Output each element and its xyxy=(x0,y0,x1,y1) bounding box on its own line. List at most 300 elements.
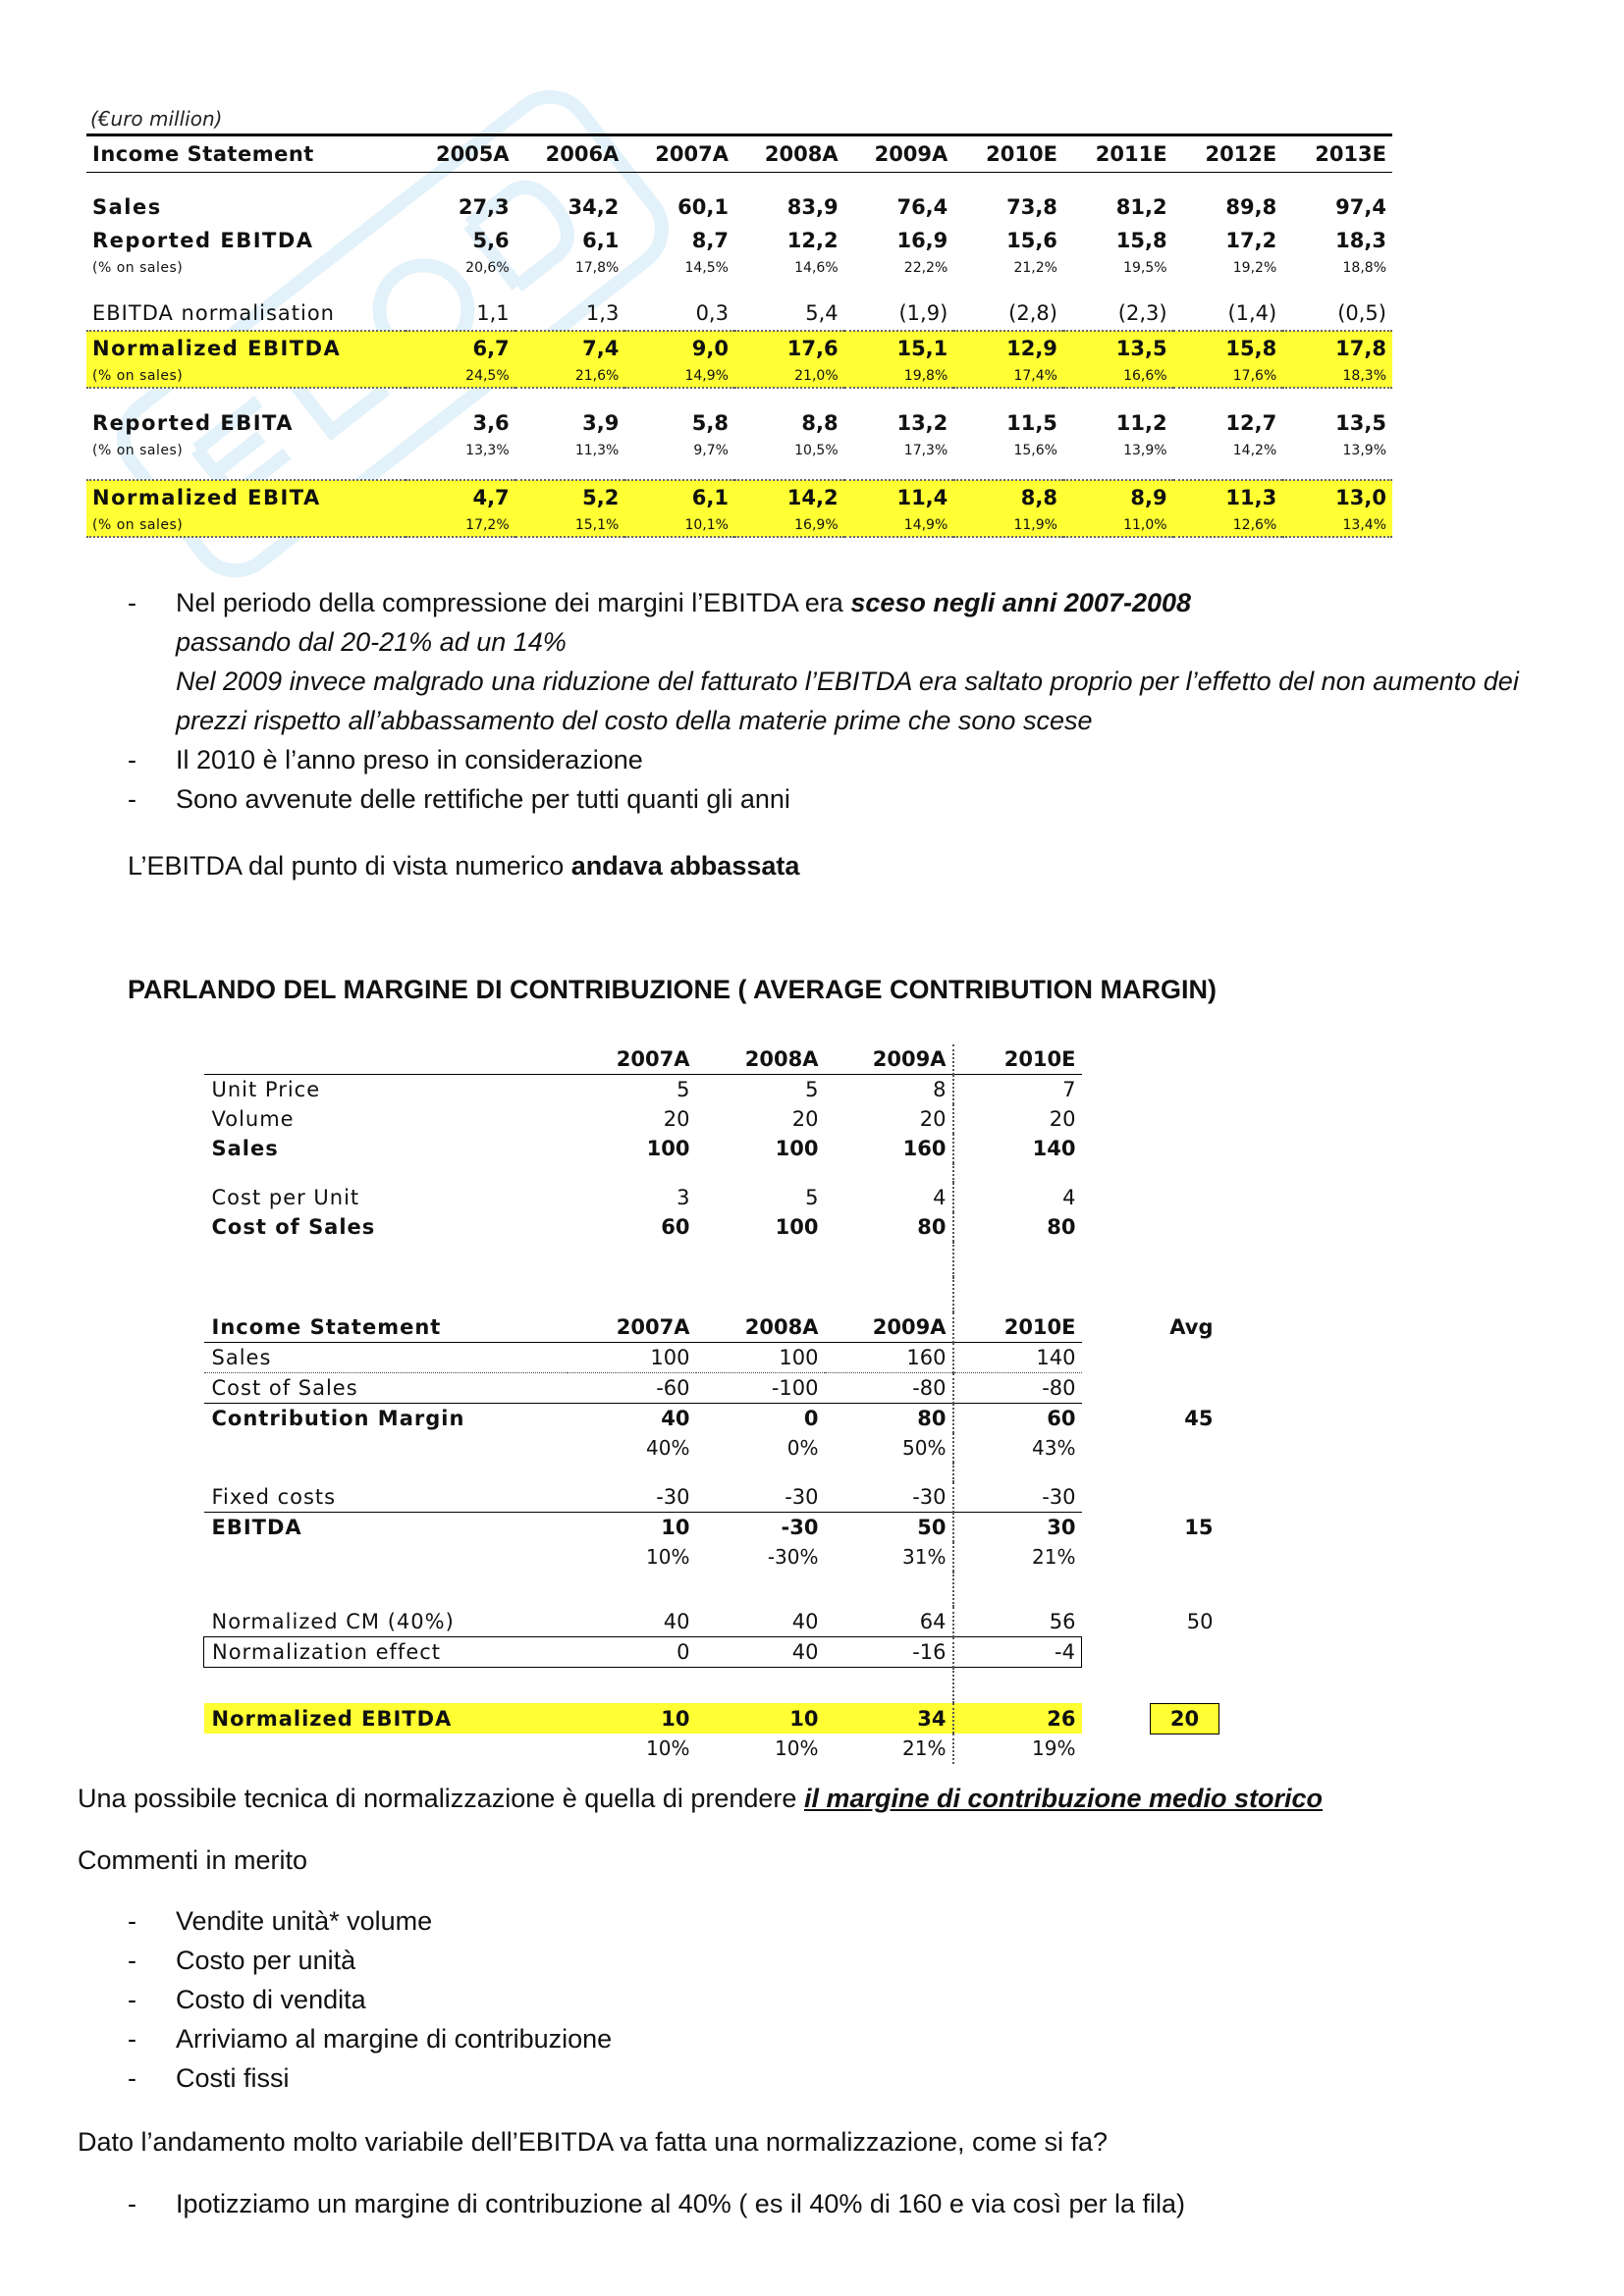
table-cell: 20,6% xyxy=(465,260,510,276)
row-label: Normalized CM (40%) xyxy=(211,1610,455,1633)
table-cell: 8,9 xyxy=(1063,480,1173,514)
table-cell: 19% xyxy=(1032,1736,1076,1761)
spacer-cell xyxy=(1082,1433,1151,1463)
table-cell: 14,9% xyxy=(624,365,734,388)
row-label xyxy=(204,1734,568,1764)
spacer-cell xyxy=(1082,1637,1151,1668)
table-cell: 64 xyxy=(825,1607,953,1637)
row-label: Contribution Margin xyxy=(211,1407,465,1430)
table-cell: 60,1 xyxy=(677,195,729,219)
table-cell: 8,8 xyxy=(801,411,839,435)
bullet-text: Costi fissi xyxy=(176,2063,290,2093)
table-header-row xyxy=(86,135,1392,173)
table-cell: 50% xyxy=(825,1433,953,1463)
table-cell: 140 xyxy=(1032,1137,1076,1160)
table-cell: 2009A xyxy=(825,1312,953,1343)
bullet-text: passando dal 20-21% ad un 14% xyxy=(176,627,567,657)
spacer-cell xyxy=(1151,1542,1219,1572)
bullet-text: Nel 2009 invece malgrado una riduzione del fatturato l’EBITDA era saltato proprio per l’effetto del non aumento dei prezzi rispetto all’abbassamento del costo della materie prime che sono scese xyxy=(176,667,1519,735)
table-cell: -16 xyxy=(825,1637,953,1668)
table-row xyxy=(204,1542,1219,1572)
table-cell: 140 xyxy=(953,1343,1082,1373)
table-cell: 19,5% xyxy=(1123,260,1167,276)
list-item xyxy=(128,1980,1502,2019)
row-label: Sales xyxy=(92,195,162,219)
row-label: (% on sales) xyxy=(86,514,406,537)
table-cell: 10 xyxy=(661,1516,690,1539)
table-cell: (0,5) xyxy=(1337,301,1386,325)
table-row xyxy=(204,1482,1219,1513)
row-label: Reported EBITDA xyxy=(92,229,314,252)
spacer-cell xyxy=(1082,1134,1151,1163)
table-cell: 80 xyxy=(825,1212,953,1242)
table-cell: 60 xyxy=(1047,1407,1076,1430)
table-row xyxy=(204,1343,1219,1373)
table-cell: 17,4% xyxy=(953,365,1063,388)
paragraph-emphasis: andava abbassata xyxy=(570,851,800,881)
bullet-text: Costo di vendita xyxy=(176,1985,366,2014)
table-row xyxy=(86,365,1392,388)
bullet-list-2 xyxy=(128,1901,1502,2103)
contribution-margin-table xyxy=(203,1044,1219,1764)
table-cell: 16,9% xyxy=(734,514,844,537)
table-cell: (2,8) xyxy=(1008,301,1057,325)
table-row xyxy=(204,1433,1219,1463)
table-cell: 9,0 xyxy=(624,331,734,365)
table-row xyxy=(86,406,1392,440)
table-cell: 14,6% xyxy=(794,260,839,276)
table-row xyxy=(204,1075,1219,1105)
table-cell: 160 xyxy=(825,1343,953,1373)
paragraph: Dato l’andamento molto variabile dell’EBITDA va fatta una normalizzazione, come si fa? xyxy=(78,2127,1109,2157)
table-cell: 21,6% xyxy=(515,365,625,388)
table-cell: 11,3% xyxy=(574,443,620,458)
section-heading: PARLANDO DEL MARGINE DI CONTRIBUZIONE ( AVERAGE CONTRIBUTION MARGIN) xyxy=(128,975,1217,1004)
row-label xyxy=(204,1542,568,1572)
table-cell: -4 xyxy=(953,1637,1082,1668)
table-cell: 21% xyxy=(1032,1545,1076,1569)
row-label: Income Statement xyxy=(204,1312,568,1343)
bullet-text: Il 2010 è l’anno preso in considerazione xyxy=(176,745,643,774)
table-row xyxy=(204,1703,1219,1734)
table-row xyxy=(204,1134,1219,1163)
header-cell: 2009A xyxy=(844,135,954,173)
table-cell: 13,2 xyxy=(896,411,948,435)
table-cell: 17,2 xyxy=(1225,229,1277,252)
table-cell: 56 xyxy=(1049,1610,1076,1633)
list-item xyxy=(128,1941,1502,1980)
bullet-dash: - xyxy=(128,588,136,617)
table-row xyxy=(204,1607,1219,1637)
table-cell: 7 xyxy=(1062,1078,1076,1101)
spacer-cell xyxy=(1082,1734,1151,1764)
table-cell: 2007A xyxy=(568,1312,696,1343)
table-row xyxy=(86,190,1392,224)
header-cell: 2011E xyxy=(1063,135,1173,173)
row-label: Normalized EBITA xyxy=(86,480,406,514)
table-cell: 80 xyxy=(825,1404,953,1434)
table-cell: 10,5% xyxy=(794,443,839,458)
bullet-dash: - xyxy=(128,784,136,814)
row-label: Fixed costs xyxy=(204,1482,568,1513)
table-cell: 10 xyxy=(696,1703,825,1734)
table-row xyxy=(86,331,1392,365)
spacer-cell xyxy=(1082,1075,1151,1105)
table-cell: -30 xyxy=(696,1482,825,1513)
bullet-text: Ipotizziamo un margine di contribuzione al 40% ( es il 40% di 160 e via così per la fila) xyxy=(176,2189,1186,2218)
table-cell: 13,4% xyxy=(1282,514,1392,537)
spacer-cell xyxy=(1151,1373,1219,1404)
table-cell: 21,2% xyxy=(1013,260,1057,276)
table-cell: 3 xyxy=(677,1186,690,1209)
table-cell: 5,6 xyxy=(472,229,510,252)
bullet-list-3 xyxy=(128,2184,1502,2223)
table-cell: -30 xyxy=(825,1482,953,1513)
table-row xyxy=(204,1212,1219,1242)
avg-cell: 45 xyxy=(1184,1406,1214,1430)
table-cell: 73,8 xyxy=(1006,195,1057,219)
bullet-dash: - xyxy=(128,1906,136,1936)
table-unit: (€uro million) xyxy=(90,107,223,131)
header-row xyxy=(204,1312,1219,1343)
table-cell: 0% xyxy=(786,1436,819,1460)
table-cell: 34,2 xyxy=(568,195,620,219)
table-cell: 14,2% xyxy=(1232,443,1277,458)
table-cell: 12,2 xyxy=(786,229,839,252)
spacer-cell xyxy=(1151,1183,1219,1212)
spacer-cell xyxy=(1151,1734,1219,1764)
table-cell: 16,6% xyxy=(1063,365,1173,388)
table-cell: 40 xyxy=(791,1610,819,1633)
table-row xyxy=(204,1637,1219,1668)
table-cell: 18,3 xyxy=(1335,229,1386,252)
table-cell: 13,3% xyxy=(465,443,510,458)
avg-cell: 20 xyxy=(1151,1703,1219,1734)
table-cell: 43% xyxy=(1032,1436,1076,1460)
table-cell: 31% xyxy=(825,1542,953,1572)
row-label: Volume xyxy=(211,1107,295,1131)
table-cell: 50 xyxy=(825,1513,953,1543)
table-cell: -30 xyxy=(953,1482,1082,1513)
table-cell: 0 xyxy=(803,1407,819,1430)
row-label: Cost of Sales xyxy=(211,1215,376,1239)
table-cell: 5 xyxy=(677,1078,690,1101)
spacer-cell xyxy=(1082,1183,1151,1212)
paragraph-text: Una possibile tecnica di normalizzazione è quella di prendere xyxy=(78,1784,804,1813)
avg-cell: 50 xyxy=(1186,1610,1214,1634)
table-cell: 7,4 xyxy=(515,331,625,365)
spacer-cell xyxy=(1151,1075,1219,1105)
list-item xyxy=(128,779,1600,819)
table-cell: 81,2 xyxy=(1115,195,1167,219)
table-cell: 5,2 xyxy=(515,480,625,514)
table-cell: 6,1 xyxy=(624,480,734,514)
bullet-text: Nel periodo della compressione dei margini l’EBITDA era xyxy=(176,588,851,617)
table-row xyxy=(204,1734,1219,1764)
row-label: Normalized EBITDA xyxy=(204,1703,568,1734)
avg-cell: 15 xyxy=(1184,1515,1214,1539)
table-cell: 40 xyxy=(696,1637,825,1668)
row-label: (% on sales) xyxy=(86,365,406,388)
table-row xyxy=(86,296,1392,331)
spacer-cell xyxy=(1151,1104,1219,1134)
table-cell: 30 xyxy=(1047,1516,1076,1539)
table-cell: 11,3 xyxy=(1173,480,1283,514)
table-cell: 17,2% xyxy=(406,514,515,537)
table-cell: 17,6% xyxy=(1173,365,1283,388)
bullet-dash: - xyxy=(128,2063,136,2093)
table-cell: 89,8 xyxy=(1225,195,1277,219)
spacer-cell xyxy=(1082,1607,1151,1637)
table-cell: 10% xyxy=(775,1736,819,1761)
bullet-emphasis: sceso negli anni 2007-2008 xyxy=(850,588,1192,617)
table-cell: 14,2 xyxy=(734,480,844,514)
row-label: Unit Price xyxy=(211,1078,321,1101)
list-item xyxy=(128,740,1600,779)
table-cell: 2008A xyxy=(696,1044,825,1075)
table-cell: (1,9) xyxy=(898,301,948,325)
row-label: (% on sales) xyxy=(92,260,184,276)
paragraph xyxy=(128,846,799,885)
table-cell: 13,9% xyxy=(1342,443,1386,458)
row-label: EBITDA normalisation xyxy=(92,301,335,325)
list-item xyxy=(128,2019,1502,2058)
table-cell: 97,4 xyxy=(1335,195,1386,219)
table-row xyxy=(204,1104,1219,1134)
table-cell: 17,8% xyxy=(574,260,620,276)
row-label: Sales xyxy=(204,1343,568,1373)
table-cell: 17,3% xyxy=(903,443,948,458)
table-cell: 5,8 xyxy=(691,411,729,435)
table-cell: 21,0% xyxy=(734,365,844,388)
spacer-cell xyxy=(1151,1044,1219,1075)
table-cell: 15,6% xyxy=(1013,443,1057,458)
spacer-cell xyxy=(1151,1212,1219,1242)
table-cell: 18,8% xyxy=(1342,260,1386,276)
list-item xyxy=(128,2184,1502,2223)
table-cell: 15,1% xyxy=(515,514,625,537)
table-cell: 17,6 xyxy=(734,331,844,365)
table-cell: 83,9 xyxy=(786,195,839,219)
table-row xyxy=(204,1404,1219,1434)
table-cell: 10 xyxy=(568,1703,696,1734)
table-cell: 80 xyxy=(1047,1215,1076,1239)
table-cell: 11,5 xyxy=(1006,411,1057,435)
row-label: (% on sales) xyxy=(92,443,184,458)
row-label: Sales xyxy=(211,1137,279,1160)
table-cell: 1,3 xyxy=(585,301,620,325)
table-cell: 15,8 xyxy=(1173,331,1283,365)
table-cell: 40% xyxy=(646,1436,690,1460)
table-cell: 16,9 xyxy=(896,229,948,252)
table-cell: 11,4 xyxy=(844,480,954,514)
table-cell: 5 xyxy=(805,1078,819,1101)
row-label: EBITDA xyxy=(211,1516,302,1539)
table-cell: 160 xyxy=(825,1134,953,1163)
table-cell: 6,7 xyxy=(406,331,515,365)
table-cell: 27,3 xyxy=(458,195,510,219)
spacer-cell xyxy=(1082,1513,1151,1543)
spacer-cell xyxy=(1082,1542,1151,1572)
table-cell: 15,6 xyxy=(1006,229,1057,252)
table-row xyxy=(204,1183,1219,1212)
table-cell: 4 xyxy=(1062,1186,1076,1209)
table-cell: 18,3% xyxy=(1282,365,1392,388)
table-cell: 0,3 xyxy=(695,301,729,325)
table-cell: 21% xyxy=(825,1734,953,1764)
spacer-cell xyxy=(1082,1404,1151,1434)
table-cell: (2,3) xyxy=(1117,301,1167,325)
table-cell: 14,5% xyxy=(684,260,729,276)
bullet-dash: - xyxy=(128,2024,136,2054)
spacer-cell xyxy=(1151,1482,1219,1513)
row-label: Normalization effect xyxy=(204,1637,568,1668)
table-cell: 13,9% xyxy=(1123,443,1167,458)
table-cell: 4 xyxy=(825,1183,953,1212)
table-cell: 2008A xyxy=(696,1312,825,1343)
row-label: Reported EBITA xyxy=(92,411,294,435)
table-cell: 15,8 xyxy=(1115,229,1167,252)
table-cell: 20 xyxy=(825,1104,953,1134)
bullet-dash: - xyxy=(128,1946,136,1975)
header-cell: 2012E xyxy=(1173,135,1283,173)
spacer-cell xyxy=(1151,1637,1219,1668)
table-cell: 5,4 xyxy=(805,301,839,325)
table-row xyxy=(86,514,1392,537)
table-cell: 14,9% xyxy=(844,514,954,537)
table-cell: 3,9 xyxy=(582,411,620,435)
list-item xyxy=(128,583,1600,740)
table-cell: 2010E xyxy=(953,1312,1082,1343)
income-statement-table xyxy=(86,104,1392,538)
table-cell: 76,4 xyxy=(896,195,948,219)
table-cell: 100 xyxy=(646,1137,690,1160)
table-cell: 11,0% xyxy=(1063,514,1173,537)
bullet-text: Costo per unità xyxy=(176,1946,356,1975)
table-cell: 12,7 xyxy=(1225,411,1277,435)
paragraph-text: L’EBITDA dal punto di vista numerico xyxy=(128,851,571,881)
header-cell: 2008A xyxy=(734,135,844,173)
table-cell: 15,1 xyxy=(844,331,954,365)
table-row xyxy=(86,480,1392,514)
table-cell: 22,2% xyxy=(903,260,948,276)
table-cell: 40 xyxy=(661,1407,690,1430)
paragraph xyxy=(78,1779,1323,1818)
table-cell: 19,2% xyxy=(1232,260,1277,276)
table-cell: 12,9 xyxy=(953,331,1063,365)
table-cell: 1,1 xyxy=(476,301,510,325)
spacer-cell xyxy=(1151,1343,1219,1373)
table-cell: 100 xyxy=(775,1137,819,1160)
table-cell: 13,0 xyxy=(1282,480,1392,514)
table-cell: 5 xyxy=(805,1186,819,1209)
table-cell: 11,2 xyxy=(1115,411,1167,435)
spacer-cell xyxy=(1082,1482,1151,1513)
table-cell: 26 xyxy=(953,1703,1082,1734)
table-cell: -30 xyxy=(781,1516,819,1539)
table-cell: 12,6% xyxy=(1173,514,1283,537)
bullet-text: Arriviamo al margine di contribuzione xyxy=(176,2024,613,2054)
spacer-cell xyxy=(1082,1343,1151,1373)
header-cell: Income Statement xyxy=(86,135,406,173)
table-cell: 4,7 xyxy=(406,480,515,514)
list-item xyxy=(128,1901,1502,1941)
table-cell: 3,6 xyxy=(472,411,510,435)
table-row xyxy=(86,224,1392,257)
header-cell: 2006A xyxy=(515,135,625,173)
row-label: Normalized EBITDA xyxy=(86,331,406,365)
table-cell: 10% xyxy=(646,1736,690,1761)
spacer-cell xyxy=(1082,1044,1151,1075)
table-cell: 6,1 xyxy=(582,229,620,252)
table-cell: 20 xyxy=(1049,1107,1076,1131)
spacer-cell xyxy=(1082,1104,1151,1134)
spacer-cell xyxy=(1082,1212,1151,1242)
table-cell: 8,8 xyxy=(953,480,1063,514)
header-row xyxy=(204,1044,1219,1075)
table-cell: 24,5% xyxy=(406,365,515,388)
avg-header: Avg xyxy=(1169,1315,1214,1340)
table-cell: 2009A xyxy=(825,1044,953,1075)
row-label xyxy=(204,1044,568,1075)
row-label: Cost of Sales xyxy=(204,1373,568,1404)
header-cell: 2007A xyxy=(624,135,734,173)
table-cell: -80 xyxy=(953,1373,1082,1404)
table-cell: 8,7 xyxy=(691,229,729,252)
table-cell: 100 xyxy=(775,1215,819,1239)
list-item xyxy=(128,2058,1502,2098)
table-row xyxy=(204,1513,1219,1543)
spacer-cell xyxy=(1082,1312,1151,1343)
table-cell: -30% xyxy=(767,1545,819,1569)
spacer-cell xyxy=(1082,1703,1151,1734)
table-cell: 13,5 xyxy=(1063,331,1173,365)
table-cell: 20 xyxy=(663,1107,690,1131)
table-cell: 40 xyxy=(663,1610,690,1633)
table-cell: 2007A xyxy=(568,1044,696,1075)
table-cell: 19,8% xyxy=(844,365,954,388)
bullet-list-1 xyxy=(128,583,1600,828)
table-cell: 34 xyxy=(825,1703,953,1734)
table-cell: -30 xyxy=(568,1482,696,1513)
paragraph-emphasis: il margine di contribuzione medio storico xyxy=(803,1784,1323,1813)
row-label xyxy=(204,1433,568,1463)
spacer-cell xyxy=(1151,1134,1219,1163)
spacer-cell xyxy=(1082,1373,1151,1404)
table-cell: -60 xyxy=(568,1373,696,1404)
table-cell: 10% xyxy=(646,1545,690,1569)
bullet-dash: - xyxy=(128,745,136,774)
paragraph: Commenti in merito xyxy=(78,1845,308,1875)
table-cell: 0 xyxy=(568,1637,696,1668)
spacer-cell xyxy=(1151,1433,1219,1463)
table-row xyxy=(204,1373,1219,1404)
table-cell: 11,9% xyxy=(953,514,1063,537)
table-cell: 20 xyxy=(791,1107,819,1131)
table-cell: (1,4) xyxy=(1227,301,1277,325)
table-cell: 10,1% xyxy=(624,514,734,537)
table-cell: 100 xyxy=(696,1343,825,1373)
table-row xyxy=(86,440,1392,461)
bullet-text: Vendite unità* volume xyxy=(176,1906,433,1936)
bullet-dash: - xyxy=(128,1985,136,2014)
table-cell: 13,5 xyxy=(1335,411,1386,435)
header-cell: 2005A xyxy=(406,135,515,173)
header-cell: 2010E xyxy=(953,135,1063,173)
table-cell: -100 xyxy=(696,1373,825,1404)
table-cell: 17,8 xyxy=(1282,331,1392,365)
table-cell: 2010E xyxy=(953,1044,1082,1075)
